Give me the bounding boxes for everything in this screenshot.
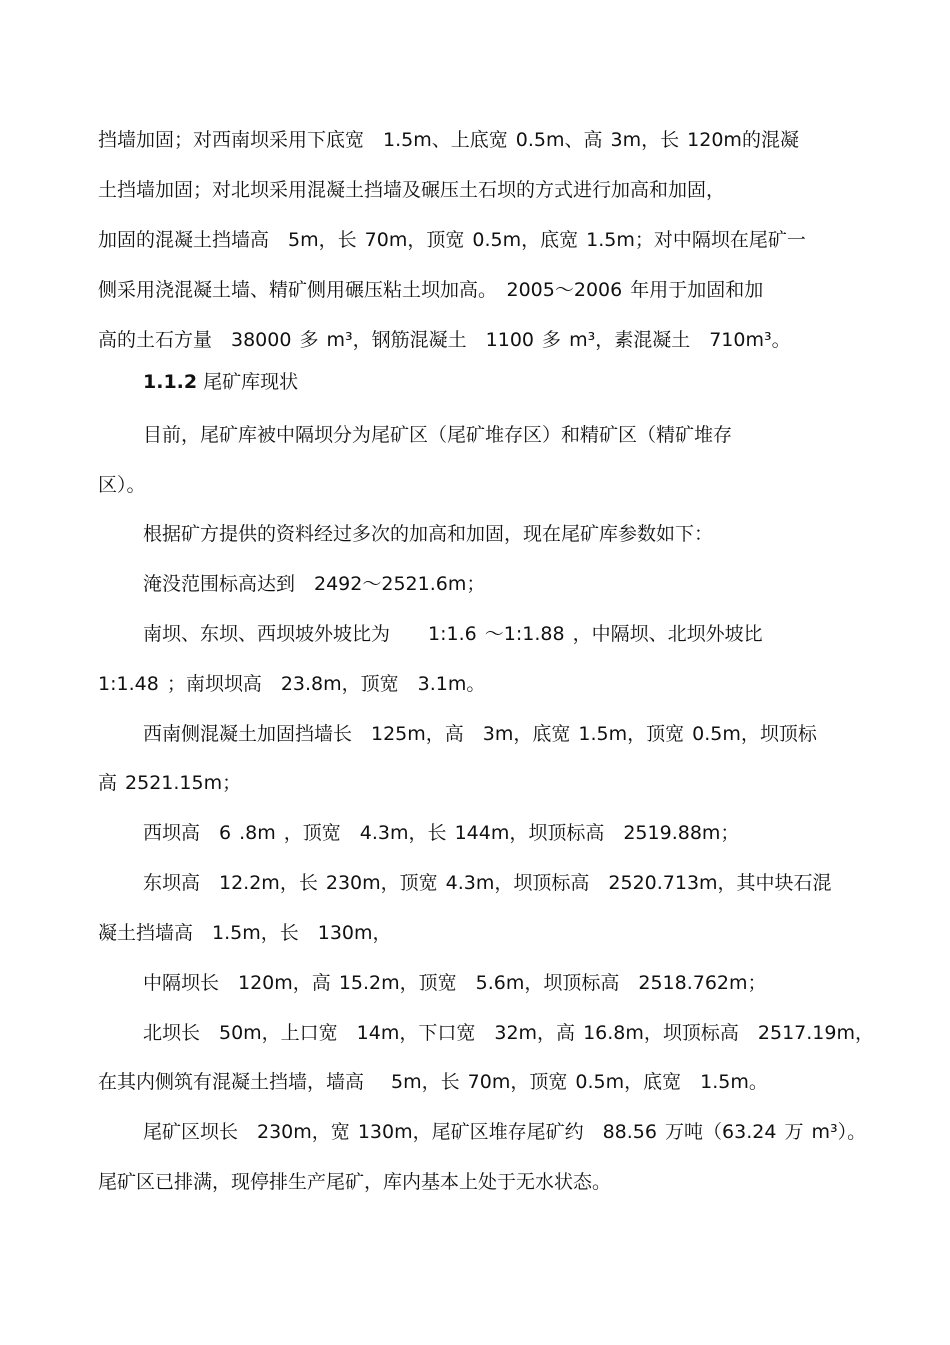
text-line: 土挡墙加固；对北坝采用混凝土挡墙及碾压土石坝的方式进行加高和加固， (98, 179, 726, 201)
paragraph-line: 1:1.48 ；南坝坝高 23.8m，顶宽 3.1m。 (98, 673, 486, 695)
paragraph-line: 尾矿区坝长 230m，宽 130m，尾矿区堆存尾矿约 88.56 万吨（63.24 万 m³）。 (143, 1121, 867, 1143)
paragraph-line: 西坝高 6 .8m ，顶宽 4.3m，长 144m，坝顶标高 2519.88m； (143, 822, 740, 844)
paragraph-line: 东坝高 12.2m，长 230m，顶宽 4.3m，坝顶标高 2520.713m，其中块石混 (143, 872, 832, 894)
paragraph-line: 在其内侧筑有混凝土挡墙，墙高 5m，长 70m，顶宽 0.5m，底宽 1.5m。 (98, 1071, 768, 1093)
text-line: 加固的混凝土挡墙高 5m，长 70m，顶宽 0.5m，底宽 1.5m；对中隔坝在尾矿一 (98, 229, 806, 251)
paragraph-line: 西南侧混凝土加固挡墙长 125m，高 3m，底宽 1.5m，顶宽 0.5m，坝顶标 (143, 723, 817, 745)
section-title: 尾矿库现状 (203, 371, 299, 393)
paragraph-line: 尾矿区已排满，现停排生产尾矿，库内基本上处于无水状态。 (98, 1171, 612, 1193)
paragraph-line: 凝土挡墙高 1.5m，长 130m， (98, 922, 392, 944)
text-line: 高的土石方量 38000 多 m³，钢筋混凝土 1100 多 m³，素混凝土 710m³。 (98, 329, 791, 351)
paragraph-line: 根据矿方提供的资料经过多次的加高和加固，现在尾矿库参数如下： (143, 523, 714, 545)
paragraph-line: 目前，尾矿库被中隔坝分为尾矿区（尾矿堆存区）和精矿区（精矿堆存 (143, 424, 733, 446)
paragraph-line: 中隔坝长 120m，高 15.2m，顶宽 5.6m，坝顶标高 2518.762m； (143, 972, 767, 994)
paragraph-line: 北坝长 50m，上口宽 14m，下口宽 32m，高 16.8m，坝顶标高 2517.19m， (143, 1022, 874, 1044)
paragraph-line: 南坝、东坝、西坝坡外坡比为 1:1.6 ～1:1.88 ，中隔坝、北坝外坡比 (143, 623, 763, 645)
paragraph-line: 区）。 (98, 474, 146, 496)
text-line: 侧采用浇混凝土墙、精矿侧用碾压粘土坝加高。 2005～2006 年用于加固和加 (98, 279, 764, 301)
text-line: 挡墙加固；对西南坝采用下底宽 1.5m、上底宽 0.5m、高 3m，长 120m的混凝 (98, 129, 799, 151)
section-heading (143, 370, 298, 394)
paragraph-line: 高 2521.15m； (98, 772, 242, 794)
paragraph-line: 淹没范围标高达到 2492～2521.6m； (143, 573, 486, 595)
section-number: 1.1.2 (143, 371, 198, 393)
